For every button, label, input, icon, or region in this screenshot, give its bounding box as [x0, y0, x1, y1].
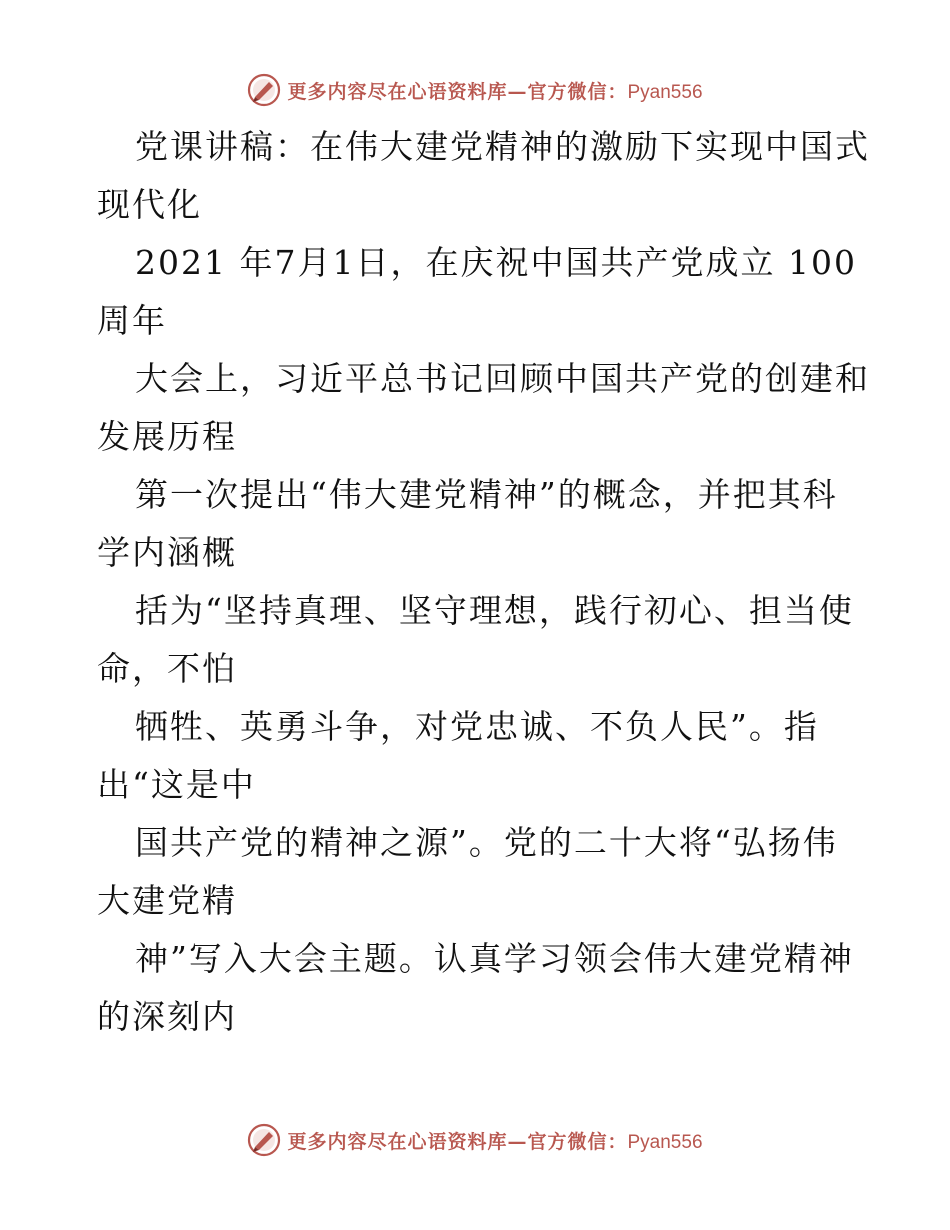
text-line: 出“这是中: [97, 765, 256, 804]
text-line: 周年: [97, 301, 167, 340]
watermark-banner-bottom: [0, 1120, 950, 1160]
text-line: 第一次提出“伟大建党精神”的概念，并把其科: [135, 475, 838, 514]
text-line: 大会上，习近平总书记回顾中国共产党的创建和: [135, 359, 870, 398]
pen-logo-icon: [247, 73, 281, 107]
text-line: 大建党精: [97, 881, 237, 920]
watermark-text: 更多内容尽在心语资料库—官方微信：Pyan556: [287, 1130, 703, 1153]
text-line: 2021 年7月1日，在庆祝中国共产党成立 100: [135, 243, 857, 282]
text-line: 党课讲稿：在伟大建党精神的激励下实现中国式: [135, 127, 870, 166]
text-line: 神”写入大会主题。认真学习领会伟大建党精神: [135, 939, 854, 978]
wechat-id: Pyan556: [627, 81, 703, 103]
text-line: 现代化: [97, 185, 202, 224]
watermark-banner-top: [0, 70, 950, 110]
document-body: [97, 118, 877, 1046]
text-line: 发展历程: [97, 417, 237, 456]
wechat-id: Pyan556: [627, 1131, 703, 1153]
pen-logo-icon: [247, 1123, 281, 1157]
text-line: 牺牲、英勇斗争，对党忠诚、不负人民”。指: [135, 707, 819, 746]
text-line: 括为“坚持真理、坚守理想，践行初心、担当使: [135, 591, 854, 630]
text-line: 国共产党的精神之源”。党的二十大将“弘扬伟: [135, 823, 838, 862]
watermark-text: 更多内容尽在心语资料库—官方微信：Pyan556: [287, 80, 703, 103]
text-line: 学内涵概: [97, 533, 237, 572]
text-line: 命，不怕: [97, 649, 237, 688]
text-line: 的深刻内: [97, 997, 237, 1036]
